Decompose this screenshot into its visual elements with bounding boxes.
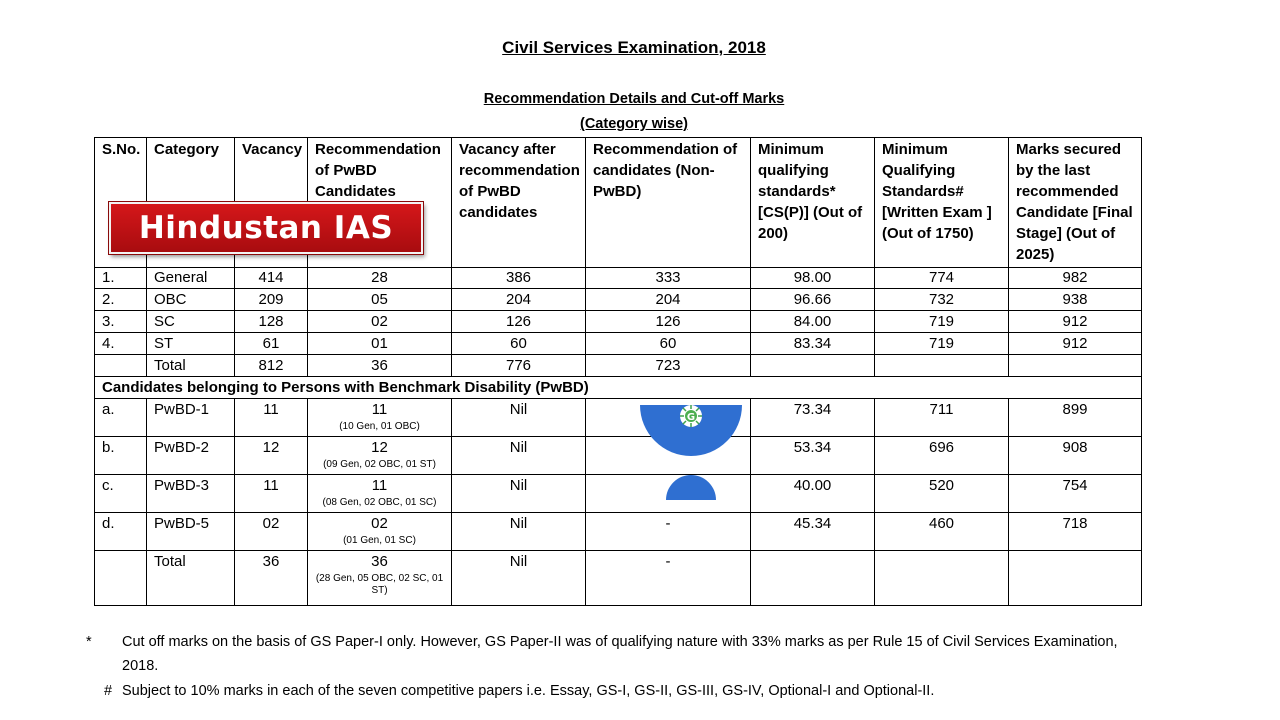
cell-rec-non-pwbd: 60 bbox=[586, 333, 751, 355]
footnote-text: Subject to 10% marks in each of the seven competitive papers i.e. Essay, GS-I, GS-II, GS-III, GS-IV, Optional-I and Optional-II. bbox=[122, 683, 935, 699]
header-sno: S.No. bbox=[95, 138, 147, 268]
watermark-logo-icon bbox=[638, 403, 744, 501]
cell-vacancy: 414 bbox=[235, 268, 308, 289]
cell-category: ST bbox=[147, 333, 235, 355]
logo-half-circle bbox=[666, 475, 716, 500]
cell-category: PwBD-3 bbox=[147, 475, 235, 513]
cell-vacancy-after: Nil bbox=[452, 475, 586, 513]
cell-vacancy: 12 bbox=[235, 437, 308, 475]
rec-count: 11 bbox=[371, 477, 388, 494]
hindustan-ias-banner: Hindustan IAS bbox=[109, 202, 423, 254]
cell-rec-non-pwbd: 126 bbox=[586, 311, 751, 333]
cell-empty bbox=[875, 355, 1009, 377]
cell-vacancy-after: 60 bbox=[452, 333, 586, 355]
cell-category: PwBD-2 bbox=[147, 437, 235, 475]
cell-total-rec-non-pwbd: 723 bbox=[586, 355, 751, 377]
cell-rec-pwbd bbox=[308, 475, 452, 513]
cell-rec-pwbd bbox=[308, 437, 452, 475]
cell-total-vacancy: 812 bbox=[235, 355, 308, 377]
cell-vacancy-after: 126 bbox=[452, 311, 586, 333]
header-category: Category bbox=[147, 138, 235, 268]
cell-rec-pwbd: 02 bbox=[308, 311, 452, 333]
table-row bbox=[95, 268, 1142, 289]
cell-marks-last: 908 bbox=[1009, 437, 1142, 475]
table-row bbox=[95, 333, 1142, 355]
cell-vacancy: 61 bbox=[235, 333, 308, 355]
cell-vacancy: 128 bbox=[235, 311, 308, 333]
cell-empty bbox=[751, 355, 875, 377]
cell-rec-pwbd: 28 bbox=[308, 268, 452, 289]
cell-rec-pwbd bbox=[308, 399, 452, 437]
header-rec-pwbd: Recommendation of PwBD Candidates bbox=[308, 138, 452, 268]
cell-total-label: Total bbox=[147, 551, 235, 606]
page-title: Civil Services Examination, 2018 bbox=[502, 38, 766, 57]
cell-empty bbox=[1009, 355, 1142, 377]
cell-empty bbox=[751, 551, 875, 606]
cell-total-vacancy-after: 776 bbox=[452, 355, 586, 377]
cell-empty bbox=[875, 551, 1009, 606]
cell-min-written: 774 bbox=[875, 268, 1009, 289]
footnote-mark: # bbox=[104, 683, 113, 699]
cell-min-csp: 53.34 bbox=[751, 437, 875, 475]
cell-total-label: Total bbox=[147, 355, 235, 377]
rec-count: 12 bbox=[371, 439, 388, 456]
cell-sno: 3. bbox=[95, 311, 147, 333]
rec-count: 36 bbox=[371, 553, 388, 570]
logo-letter: G bbox=[686, 412, 696, 423]
pwbd-section-row bbox=[95, 377, 1142, 399]
rec-breakdown: (01 Gen, 01 SC) bbox=[343, 535, 416, 546]
total-row bbox=[95, 355, 1142, 377]
footnote-mark: * bbox=[86, 634, 92, 650]
cell-rec-non-pwbd: 204 bbox=[586, 289, 751, 311]
cell-marks-last: 912 bbox=[1009, 333, 1142, 355]
cell-total-rec-pwbd: 36 bbox=[308, 355, 452, 377]
cell-sno: 2. bbox=[95, 289, 147, 311]
cell-category: SC bbox=[147, 311, 235, 333]
cell-vacancy: 209 bbox=[235, 289, 308, 311]
cell-category: OBC bbox=[147, 289, 235, 311]
cell-marks-last: 899 bbox=[1009, 399, 1142, 437]
cell-sno: b. bbox=[95, 437, 147, 475]
cell-rec-pwbd bbox=[308, 513, 452, 551]
cell-sno: 1. bbox=[95, 268, 147, 289]
footnote-hash bbox=[104, 679, 1144, 703]
rec-breakdown: (09 Gen, 02 OBC, 01 ST) bbox=[323, 459, 436, 470]
cell-empty bbox=[95, 551, 147, 606]
cell-min-written: 732 bbox=[875, 289, 1009, 311]
cell-vacancy: 02 bbox=[235, 513, 308, 551]
header-min-written: Minimum Qualifying Standards# [Written Exam ] (Out of 1750) bbox=[875, 138, 1009, 268]
cell-min-csp: 83.34 bbox=[751, 333, 875, 355]
cell-category: General bbox=[147, 268, 235, 289]
pwbd-row bbox=[95, 437, 1142, 475]
header-min-csp: Minimum qualifying standards* [CS(P)] (Out of 200) bbox=[751, 138, 875, 268]
cell-min-csp: 45.34 bbox=[751, 513, 875, 551]
cell-min-written: 460 bbox=[875, 513, 1009, 551]
cell-min-csp: 84.00 bbox=[751, 311, 875, 333]
pwbd-row bbox=[95, 475, 1142, 513]
cell-marks-last: 754 bbox=[1009, 475, 1142, 513]
table-row bbox=[95, 311, 1142, 333]
cell-category: PwBD-5 bbox=[147, 513, 235, 551]
cell-vacancy: 11 bbox=[235, 475, 308, 513]
cell-rec-pwbd: 05 bbox=[308, 289, 452, 311]
header-vacancy: Vacancy bbox=[235, 138, 308, 268]
footnote-asterisk bbox=[86, 630, 1144, 678]
header-marks-last: Marks secured by the last recommended Candidate [Final Stage] (Out of 2025) bbox=[1009, 138, 1142, 268]
cell-total-vacancy-after: Nil bbox=[452, 551, 586, 606]
cell-min-written: 719 bbox=[875, 311, 1009, 333]
cell-vacancy-after: Nil bbox=[452, 399, 586, 437]
cell-marks-last: 912 bbox=[1009, 311, 1142, 333]
header-rec-non-pwbd: Recommendation of candidates (Non-PwBD) bbox=[586, 138, 751, 268]
rec-breakdown: (28 Gen, 05 OBC, 02 SC, 01 ST) bbox=[315, 573, 444, 596]
pwbd-row bbox=[95, 513, 1142, 551]
footnote-text: Cut off marks on the basis of GS Paper-I only. However, GS Paper-II was of qualifying nature with 33% marks as per Rule 15 of Civil Services Examination, 2018. bbox=[122, 634, 1118, 674]
cell-empty bbox=[95, 355, 147, 377]
cell-marks-last: 982 bbox=[1009, 268, 1142, 289]
cell-vacancy-after: 386 bbox=[452, 268, 586, 289]
table-row bbox=[95, 289, 1142, 311]
cell-min-written: 520 bbox=[875, 475, 1009, 513]
cell-min-csp: 96.66 bbox=[751, 289, 875, 311]
rec-count: 02 bbox=[371, 515, 388, 532]
cell-min-written: 711 bbox=[875, 399, 1009, 437]
pwbd-row bbox=[95, 399, 1142, 437]
cell-min-csp: 40.00 bbox=[751, 475, 875, 513]
cell-sno: 4. bbox=[95, 333, 147, 355]
rec-count: 11 bbox=[371, 401, 388, 418]
header-vacancy-after: Vacancy after recommendation of PwBD candidates bbox=[452, 138, 586, 268]
table-subtitle: (Category wise) bbox=[580, 116, 688, 132]
cell-total-rec-non-pwbd: - bbox=[586, 551, 751, 606]
cell-vacancy: 11 bbox=[235, 399, 308, 437]
cell-vacancy-after: Nil bbox=[452, 437, 586, 475]
cell-empty bbox=[1009, 551, 1142, 606]
cell-vacancy-after: Nil bbox=[452, 513, 586, 551]
pwbd-total-row bbox=[95, 551, 1142, 606]
rec-breakdown: (08 Gen, 02 OBC, 01 SC) bbox=[322, 497, 437, 508]
table-title: Recommendation Details and Cut-off Marks bbox=[483, 91, 785, 107]
pwbd-section-heading: Candidates belonging to Persons with Benchmark Disability (PwBD) bbox=[95, 377, 1142, 399]
cell-vacancy-after: 204 bbox=[452, 289, 586, 311]
rec-breakdown: (10 Gen, 01 OBC) bbox=[339, 421, 420, 432]
cell-sno: a. bbox=[95, 399, 147, 437]
cell-total-vacancy: 36 bbox=[235, 551, 308, 606]
cell-sno: d. bbox=[95, 513, 147, 551]
cell-marks-last: 938 bbox=[1009, 289, 1142, 311]
cell-rec-pwbd: 01 bbox=[308, 333, 452, 355]
cell-rec-non-pwbd: 333 bbox=[586, 268, 751, 289]
cell-sno: c. bbox=[95, 475, 147, 513]
cell-min-csp: 73.34 bbox=[751, 399, 875, 437]
cell-rec-non-pwbd: - bbox=[586, 513, 751, 551]
cell-category: PwBD-1 bbox=[147, 399, 235, 437]
cell-min-csp: 98.00 bbox=[751, 268, 875, 289]
cell-total-rec-pwbd bbox=[308, 551, 452, 606]
cell-marks-last: 718 bbox=[1009, 513, 1142, 551]
cell-min-written: 719 bbox=[875, 333, 1009, 355]
cell-min-written: 696 bbox=[875, 437, 1009, 475]
